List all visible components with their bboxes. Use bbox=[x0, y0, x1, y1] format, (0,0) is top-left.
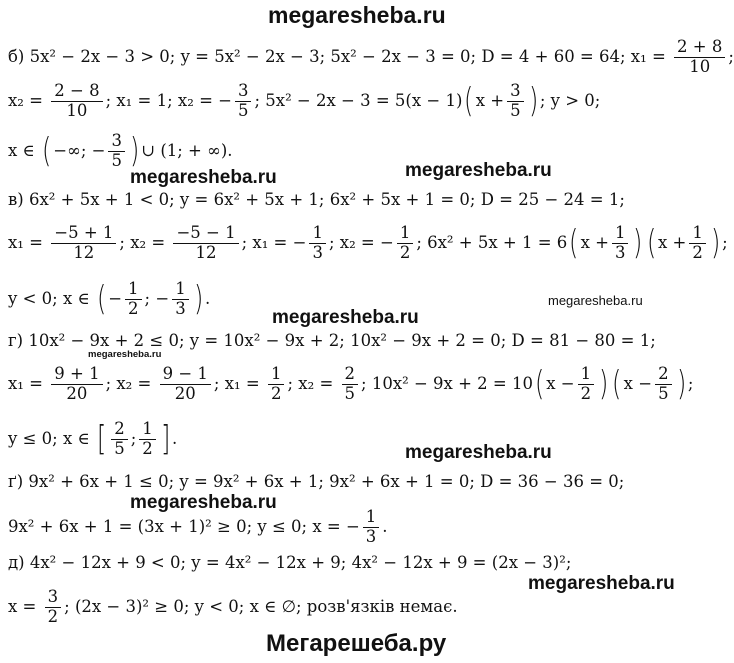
numerator: 9 − 1 bbox=[160, 365, 211, 385]
denominator: 2 bbox=[47, 606, 59, 626]
numerator: 2 − 8 bbox=[51, 82, 102, 102]
text: ; x₂ = bbox=[105, 373, 152, 393]
watermark: megaresheba.ru bbox=[130, 492, 277, 513]
numerator: 1 bbox=[172, 280, 189, 300]
fraction bbox=[674, 38, 725, 77]
text: ; bbox=[722, 232, 728, 252]
numerator: −5 − 1 bbox=[173, 224, 238, 244]
fraction bbox=[139, 420, 156, 459]
text: x + bbox=[657, 232, 687, 252]
fraction bbox=[612, 224, 629, 263]
paren: ) bbox=[528, 81, 538, 122]
paren: ( bbox=[612, 364, 622, 405]
denominator: 12 bbox=[195, 242, 217, 262]
text: x + bbox=[475, 90, 505, 110]
text: ґ) 9x² + 6x + 1 ≤ 0; y = 9x² + 6x + 1; 9x² + 6x + 1 = 0; D = 36 − 36 = 0; bbox=[8, 472, 625, 491]
numerator: 9 + 1 bbox=[51, 365, 102, 385]
text: ; bbox=[130, 428, 137, 448]
paren: ) bbox=[676, 364, 686, 405]
text: ; x₁ = bbox=[213, 373, 260, 393]
fraction bbox=[108, 132, 125, 171]
text: . bbox=[204, 288, 211, 308]
fraction bbox=[160, 365, 211, 404]
solution-d-line1 bbox=[8, 553, 571, 573]
denominator: 5 bbox=[510, 100, 521, 120]
solution-v-line2 bbox=[8, 224, 728, 263]
denominator: 5 bbox=[658, 383, 669, 403]
denominator: 2 bbox=[270, 383, 282, 403]
numerator: 1 bbox=[363, 508, 380, 528]
denominator: 5 bbox=[344, 383, 356, 403]
text: ; − bbox=[144, 288, 170, 308]
denominator: 10 bbox=[66, 100, 88, 120]
numerator: 2 bbox=[342, 365, 359, 385]
denominator: 5 bbox=[237, 100, 249, 120]
fraction bbox=[397, 224, 414, 263]
numerator: 1 bbox=[397, 224, 414, 244]
fraction bbox=[111, 420, 128, 459]
numerator: 1 bbox=[268, 365, 285, 385]
text: ; bbox=[728, 46, 734, 66]
denominator: 3 bbox=[312, 242, 323, 262]
paren: ( bbox=[569, 223, 579, 264]
denominator: 2 bbox=[142, 438, 153, 458]
text: . bbox=[382, 516, 388, 536]
text: x − bbox=[623, 373, 653, 393]
fraction bbox=[507, 82, 524, 121]
fraction bbox=[172, 280, 189, 319]
solution-g-line1 bbox=[8, 331, 656, 351]
watermark: megaresheba.ru bbox=[405, 442, 552, 463]
text: в) 6x² + 5x + 1 < 0; y = 6x² + 5x + 1; 6x² + 5x + 1 = 0; D = 25 − 24 = 1; bbox=[8, 190, 625, 209]
paren: ( bbox=[534, 364, 545, 405]
fraction bbox=[235, 82, 252, 121]
numerator: 1 bbox=[309, 224, 326, 244]
paren: ( bbox=[464, 81, 474, 122]
solution-d-line2 bbox=[8, 588, 458, 627]
watermark: megaresheba.ru bbox=[88, 349, 162, 360]
text: ; x₁ = − bbox=[241, 232, 307, 252]
paren: ) bbox=[633, 223, 643, 264]
fraction bbox=[363, 508, 380, 547]
paren: ( bbox=[96, 279, 107, 320]
text: −∞; − bbox=[53, 140, 106, 160]
text: y < 0; x ∈ bbox=[8, 288, 90, 308]
paren: ) bbox=[193, 279, 203, 320]
text: . bbox=[172, 428, 178, 448]
fraction bbox=[45, 588, 62, 627]
denominator: 12 bbox=[73, 242, 95, 262]
watermark: megaresheba.ru bbox=[528, 573, 675, 594]
denominator: 2 bbox=[692, 242, 703, 262]
fraction bbox=[51, 365, 102, 404]
text: д) 4x² − 12x + 9 < 0; y = 4x² − 12x + 9; 4x² − 12x + 9 = (2x − 3)²; bbox=[8, 553, 572, 572]
text: ; 6x² + 5x + 1 = 6 bbox=[416, 232, 568, 252]
text: ; bbox=[687, 373, 694, 393]
text: ; 10x² − 9x + 2 = 10 bbox=[361, 373, 533, 393]
text: x = bbox=[8, 596, 37, 616]
denominator: 3 bbox=[365, 526, 377, 546]
fraction bbox=[342, 365, 359, 404]
fraction bbox=[51, 82, 102, 121]
denominator: 20 bbox=[174, 383, 196, 403]
fraction bbox=[655, 365, 672, 404]
text: ; 5x² − 2x − 3 = 5(x − 1) bbox=[254, 90, 463, 110]
watermark: megaresheba.ru bbox=[130, 167, 277, 188]
numerator: 3 bbox=[45, 588, 62, 608]
fraction bbox=[125, 280, 142, 319]
denominator: 2 bbox=[580, 383, 592, 403]
watermark: megaresheba.ru bbox=[548, 293, 643, 308]
denominator: 3 bbox=[614, 242, 626, 262]
text: ; x₁ = 1; x₂ = − bbox=[105, 90, 232, 110]
numerator: 3 bbox=[235, 82, 252, 102]
solution-v-line3 bbox=[8, 280, 210, 319]
text: ; x₂ = bbox=[119, 232, 166, 252]
solution-g2-line2 bbox=[8, 508, 388, 547]
text: − bbox=[108, 288, 123, 308]
text: ; x₂ = bbox=[287, 373, 334, 393]
bracket: ] bbox=[160, 419, 171, 460]
text: x₁ = bbox=[8, 373, 43, 393]
numerator: 3 bbox=[108, 132, 125, 152]
watermark-top: megaresheba.ru bbox=[268, 2, 446, 28]
denominator: 2 bbox=[399, 242, 411, 262]
text: г) 10x² − 9x + 2 ≤ 0; y = 10x² − 9x + 2; 10x² − 9x + 2 = 0; D = 81 − 80 = 1; bbox=[8, 331, 656, 350]
denominator: 2 bbox=[128, 298, 139, 318]
fraction bbox=[51, 224, 116, 263]
numerator: 1 bbox=[578, 365, 595, 385]
watermark-bottom: Мегарешеба.ру bbox=[266, 630, 447, 657]
solution-g-line2 bbox=[8, 365, 693, 404]
text: ; y > 0; bbox=[539, 90, 601, 110]
numerator: 2 bbox=[111, 420, 128, 440]
fraction bbox=[689, 224, 706, 263]
solution-v-line1 bbox=[8, 190, 625, 210]
denominator: 10 bbox=[689, 56, 711, 76]
solution-g-line3 bbox=[8, 420, 177, 459]
text: x − bbox=[546, 373, 575, 393]
denominator: 5 bbox=[114, 438, 125, 458]
denominator: 5 bbox=[111, 150, 122, 170]
numerator: 1 bbox=[139, 420, 156, 440]
solution-g2-line1 bbox=[8, 472, 624, 492]
text: x + bbox=[580, 232, 609, 252]
text: x₂ = bbox=[8, 90, 43, 110]
text: ; x₂ = − bbox=[328, 232, 394, 252]
numerator: 2 bbox=[655, 365, 672, 385]
solution-b-line1 bbox=[8, 38, 734, 77]
text: y ≤ 0; x ∈ bbox=[8, 428, 90, 448]
fraction bbox=[268, 365, 285, 404]
numerator: −5 + 1 bbox=[51, 224, 116, 244]
numerator: 2 + 8 bbox=[674, 38, 725, 58]
paren: ) bbox=[599, 364, 609, 405]
watermark: megaresheba.ru bbox=[272, 307, 419, 328]
numerator: 3 bbox=[507, 82, 524, 102]
watermark: megaresheba.ru bbox=[405, 160, 552, 181]
paren: ) bbox=[129, 131, 140, 172]
text: 9x² + 6x + 1 = (3x + 1)² ≥ 0; y ≤ 0; x = − bbox=[8, 516, 360, 536]
denominator: 3 bbox=[175, 298, 186, 318]
fraction bbox=[309, 224, 326, 263]
numerator: 1 bbox=[612, 224, 629, 244]
paren: ( bbox=[42, 131, 52, 172]
text: x ∈ bbox=[8, 140, 35, 160]
text: ; (2x − 3)² ≥ 0; y < 0; x ∈ ∅; розв'язків немає. bbox=[64, 596, 458, 616]
bracket: [ bbox=[96, 419, 107, 460]
fraction bbox=[578, 365, 595, 404]
solution-b-line2 bbox=[8, 82, 600, 121]
denominator: 20 bbox=[66, 383, 88, 403]
fraction bbox=[173, 224, 238, 263]
numerator: 1 bbox=[689, 224, 706, 244]
text: ∪ (1; + ∞). bbox=[141, 140, 233, 160]
solution-b-line3 bbox=[8, 132, 233, 171]
paren: ) bbox=[710, 223, 721, 264]
text: x₁ = bbox=[8, 232, 43, 252]
text: б) 5x² − 2x − 3 > 0; y = 5x² − 2x − 3; 5x² − 2x − 3 = 0; D = 4 + 60 = 64; x₁ = bbox=[8, 46, 666, 66]
paren: ( bbox=[646, 223, 656, 264]
numerator: 1 bbox=[125, 280, 142, 300]
